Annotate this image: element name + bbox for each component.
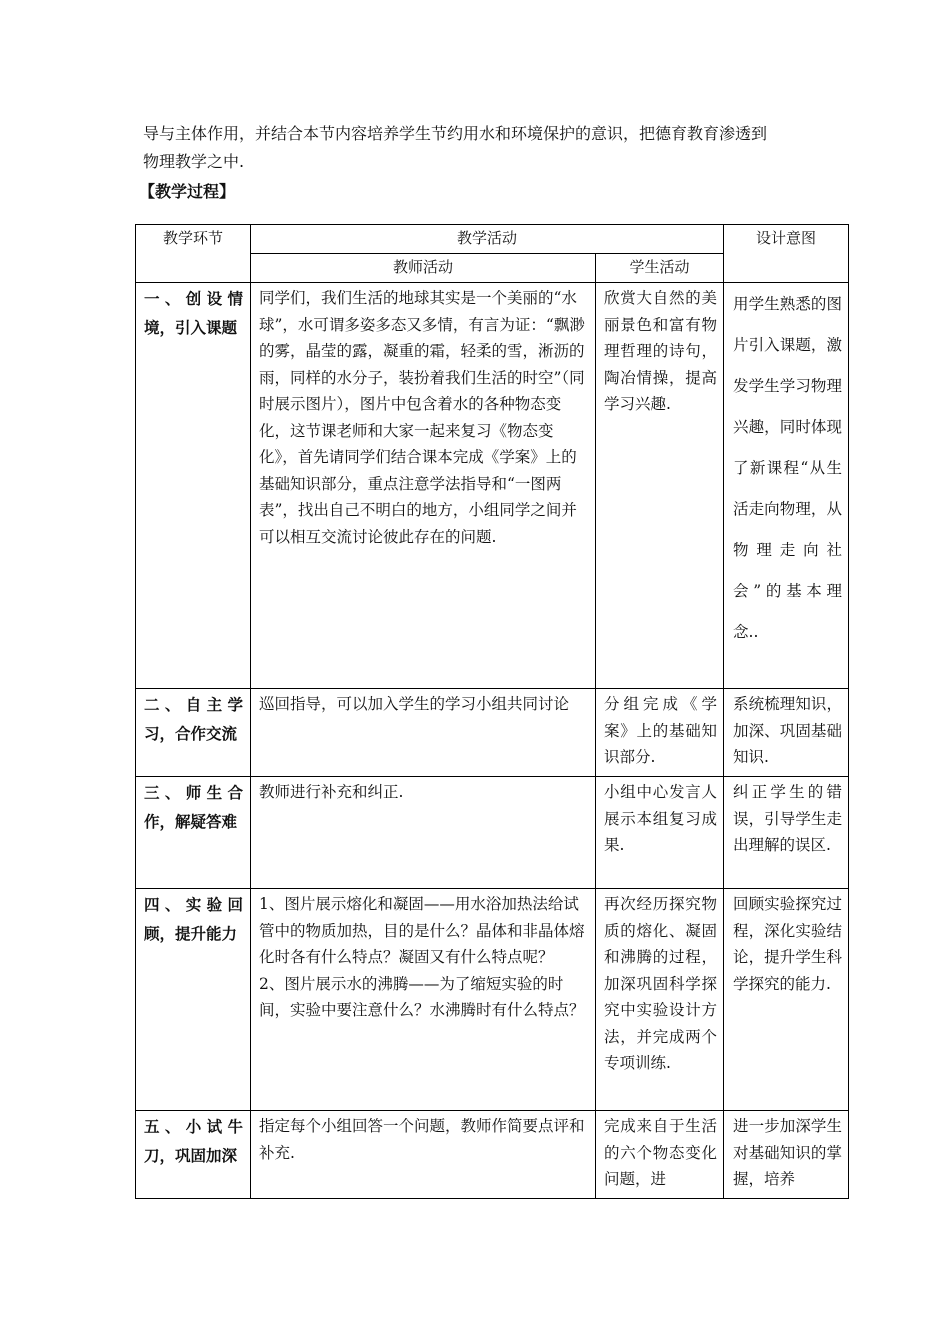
stage-cell: 一、创设情境，引入课题 [136,283,251,689]
header-stage: 教学环节 [136,225,251,283]
header-activity: 教学活动 [251,225,724,254]
teacher-activity-cell: 同学们，我们生活的地球其实是一个美丽的“水球”，水可谓多姿多态又多情，有言为证：“飘渺的雾，晶莹的露，凝重的霜，轻柔的雪，淅沥的雨，同样的水分子，装扮着我们生活的时空”（同时展示图片），图片中包含着水的各种物态变化，这节课老师和大家一起来复习《物态变化》，首先请同学们结合课本完成《学案》上的基础知识部分，重点注意学法指导和“一图两表”，找出自己不明白的地方，小组同学之间并可以相互交流讨论彼此存在的问题. [251,283,596,689]
intro-paragraph [143,120,843,176]
table-row [136,777,849,889]
student-activity-cell: 完成来自于生活的六个物态变化问题，进 [596,1111,724,1199]
intro-line-1: 导与主体作用，并结合本节内容培养学生节约用水和环境保护的意识，把德育教育渗透到 [143,124,768,143]
design-intent-cell: 纠正学生的错误，引导学生走出理解的误区. [724,777,849,889]
table-row [136,283,849,689]
stage-cell: 四、实验回顾，提升能力 [136,889,251,1111]
teacher-activity-item-2: 2、图片展示水的沸腾——为了缩短实验的时间，实验中要注意什么？水沸腾时有什么特点？ [259,974,585,1019]
stage-cell: 三、师生合作，解疑答难 [136,777,251,889]
header-design: 设计意图 [724,225,849,283]
table-row [136,1111,849,1199]
table-row [136,689,849,777]
table-row [136,889,849,1111]
section-heading: 【教学过程】 [139,182,236,201]
student-activity-cell: 分组完成《学案》上的基础知识部分. [596,689,724,777]
design-intent-cell: 回顾实验探究过程，深化实验结论，提升学生科学探究的能力. [724,889,849,1111]
teacher-activity-item-1: 1、图片展示熔化和凝固——用水浴加热法给试管中的物质加热，目的是什么？晶体和非晶体熔化时各有什么特点？凝固又有什么特点呢？ [259,895,585,966]
student-activity-cell: 小组中心发言人展示本组复习成果. [596,777,724,889]
design-intent-cell: 进一步加深学生对基础知识的掌握，培养 [724,1111,849,1199]
teacher-activity-cell: 巡回指导，可以加入学生的学习小组共同讨论 [251,689,596,777]
stage-cell: 二、自主学习，合作交流 [136,689,251,777]
teacher-activity-cell: 指定每个小组回答一个问题，教师作简要点评和补充. [251,1111,596,1199]
student-activity-cell: 欣赏大自然的美丽景色和富有物理哲理的诗句，陶冶情操，提高学习兴趣. [596,283,724,689]
header-teacher: 教师活动 [251,254,596,283]
design-intent-cell: 系统梳理知识，加深、巩固基础知识. [724,689,849,777]
header-student: 学生活动 [596,254,724,283]
teaching-process-table [135,224,849,1199]
teacher-activity-cell: 教师进行补充和纠正. [251,777,596,889]
stage-cell: 五、小试牛刀，巩固加深 [136,1111,251,1199]
header-row [136,225,849,254]
design-intent-cell: 用学生熟悉的图片引入课题，激发学生学习物理兴趣，同时体现了新课程“从生活走向物理，从物理走向社会”的基本理念.. [724,283,849,689]
intro-line-2: 物理教学之中. [143,152,245,171]
student-activity-cell: 再次经历探究物质的熔化、凝固和沸腾的过程，加深巩固科学探究中实验设计方法，并完成两个专项训练. [596,889,724,1111]
teacher-activity-cell [251,889,596,1111]
